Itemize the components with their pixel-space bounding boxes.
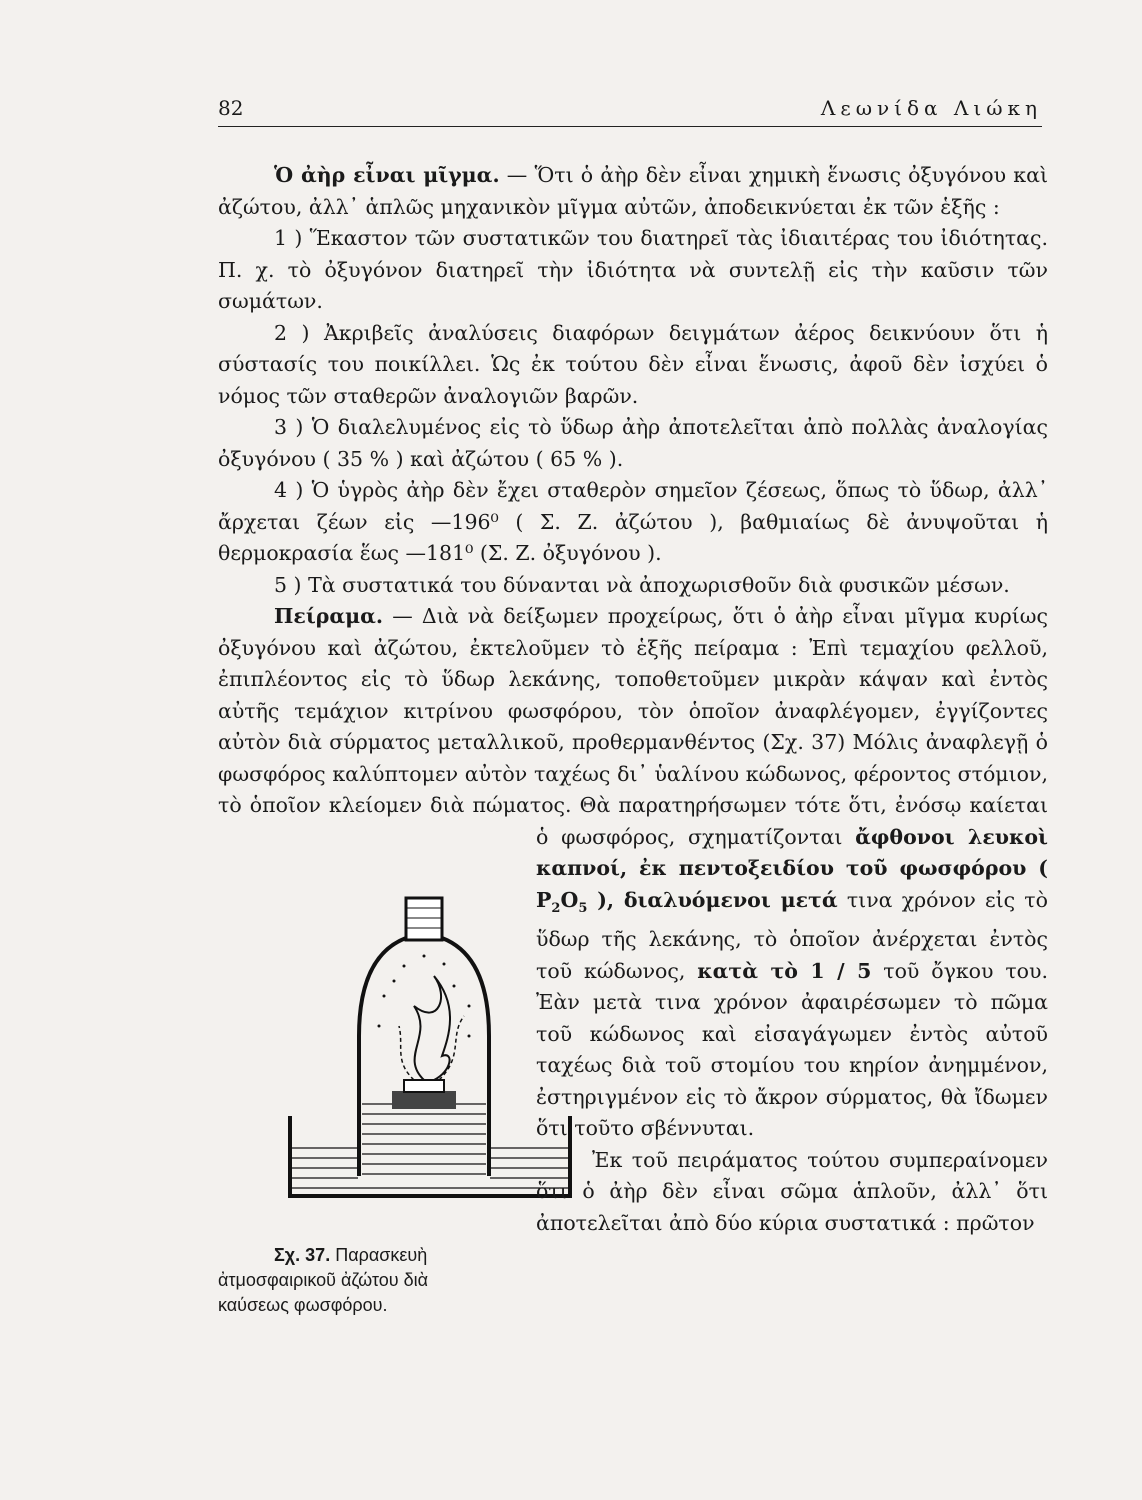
figure-block: [218, 826, 518, 1351]
section-title: Ὁ ἀὴρ εἶναι μῖγμα.: [274, 163, 500, 187]
page-header: [218, 96, 1042, 127]
smoke-phrase: ἄφθονοι λευκοὶ καπνοί, ἐκ πεντοξειδίου τοῦ φωσφόρου ( P: [536, 824, 1048, 912]
fraction-phrase: κατὰ τὸ 1 / 5: [697, 958, 872, 983]
paragraph-conclusion: Ἐκ τοῦ πειράματος τούτου συμπεραίνομεν ὅτι ὁ ἀὴρ δὲν εἶναι σῶμα ἁπλοῦν, ἀλλ᾽ ὅτι ἀποτελεῖται ἀπὸ δύο κύρια συστατικά : πρῶτον: [536, 1147, 1048, 1235]
intro-text: — Ὅτι ὁ ἀὴρ δὲν εἶναι χημικὴ ἕνωσις ὀξυγόνου καὶ ἀζώτου, ἀλλ᾽ ἁπλῶς μηχανικὸν μῖγμα αὐτῶν, ἀποδεικνύεται ἐκ τῶν ἑξῆς :: [218, 163, 1048, 219]
oxygen-symbol: O: [560, 887, 579, 912]
figure-caption: [218, 1243, 468, 1318]
running-head: Λεωνίδα Λιώκη: [820, 96, 1042, 120]
caption-label: Σχ. 37.: [274, 1245, 331, 1265]
basin-shape: [290, 1116, 570, 1196]
experiment-text-4: τοῦ ὄγκου του. Ἐὰν μετὰ τινα χρόνον ἀφαιρέσωμεν τὸ πῶμα τοῦ κώδωνος καὶ εἰσαγάγωμεν ἐντὸς αὐτοῦ ταχέως διὰ τοῦ στομίου του κηρίον ἀνημμένον, ἐστηριγμένον εἰς τὸ ἄκρον σύρματος, θὰ ἴδωμεν ὅτι τοῦτο σβέννυται.: [536, 958, 1048, 1141]
bell-jar-shape: [359, 938, 489, 1176]
subscript-5: 5: [578, 900, 588, 916]
bell-jar-figure: [274, 886, 574, 1226]
capsule-shape: [404, 1080, 444, 1092]
list-item-4: 4 ) Ὁ ὑγρὸς ἀὴρ δὲν ἔχει σταθερὸν σημεῖον ζέσεως, ὅπως τὸ ὕδωρ, ἀλλ᾽ ἄρχεται ζέων εἰς —196⁰ ( Σ. Ζ. ἀζώτου ), βαθμιαίως δὲ ἀνυψοῦται ἡ θερμοκρασία ἕως —181⁰ (Σ. Ζ. ὀξυγόνου ).: [218, 478, 1048, 565]
list-item-1: 1 ) Ἕκαστον τῶν συστατικῶν του διατηρεῖ τὰς ἰδιαιτέρας του ἰδιότητας. Π. χ. τὸ ὀξυγόνον διατηρεῖ τὴν ἰδιότητα νὰ συντελῇ εἰς τὴν καῦσιν τῶν σωμάτων.: [218, 226, 1048, 313]
flame-shape: [414, 976, 450, 1080]
caption-text: Παρασκευὴ ἀτμοσφαιρικοῦ ἀζώτου διὰ καύσεως φωσφόρου.: [218, 1245, 429, 1315]
subscript-2: 2: [551, 900, 561, 916]
experiment-text-3: τινα χρόνον εἰς τὸ ὕδωρ τῆς λεκάνης, τὸ ὁποῖον ἀνέρχεται ἐντὸς τοῦ κώδωνος,: [536, 887, 1048, 983]
paragraph-intro: [218, 160, 1048, 223]
dissolving-phrase: ), διαλυόμενοι μετά: [587, 887, 838, 912]
list-item-3: 3 ) Ὁ διαλελυμένος εἰς τὸ ὕδωρ ἀὴρ ἀποτελεῖται ἀπὸ πολλὰς ἀναλογίας ὀξυγόνου ( 35 % ) καὶ ἀζώτου ( 65 % ).: [218, 415, 1048, 471]
experiment-text-1: — Διὰ νὰ δείξωμεν προχείρως, ὅτι ὁ ἀὴρ εἶναι μῖγμα κυρίως ὀξυγόνου καὶ ἀζώτου, ἐκτελοῦμεν τὸ ἑξῆς πείραμα : Ἐπὶ τεμαχίου φελλοῦ, ἐπιπλέοντος εἰς τὸ ὕδωρ λεκάνης, τοποθετοῦμεν μικρὰν κάψαν καὶ ἐντὸς αὐτῆς τεμάχιον κιτρίνου φωσφόρου, τὸν ὁποῖον ἀναφλέγομεν, ἐγγίζοντες αὐτὸν διὰ σύρματος μεταλλικοῦ, προθερμανθέντος (Σχ. 37) Μόλις ἀναφλεγῇ ὁ φωσφόρος καλύπτομεν αὐτὸν ταχέως δι᾽ ὑαλίνου κώδωνος, φέροντος στόμιον, τὸ ὁποῖον κλείομεν διὰ πώματος. Θὰ παρατηρήσωμεν τότε ὅτι, ἐνόσῳ καίεται ὁ φωσφόρος, σχηματίζονται: [218, 604, 1048, 849]
list-item-5: 5 ) Τὰ συστατικά του δύνανται νὰ ἀποχωρισθοῦν διὰ φυσικῶν μέσων.: [274, 572, 1010, 597]
list-item-2: 2 ) Ἀκριβεῖς ἀναλύσεις διαφόρων δειγμάτων ἀέρος δεικνύουν ὅτι ἡ σύστασίς του ποικίλλει. Ὡς ἐκ τούτου δὲν εἶναι ἕνωσις, ἀφοῦ δὲν ἰσχύει ὁ νόμος τῶν σταθερῶν ἀναλογιῶν βαρῶν.: [218, 320, 1048, 408]
cork-shape: [392, 1091, 456, 1109]
page-number: 82: [218, 96, 244, 120]
stopper-shape: [406, 898, 442, 940]
body-text: [218, 160, 1048, 1351]
experiment-title: Πείραμα.: [274, 604, 384, 628]
